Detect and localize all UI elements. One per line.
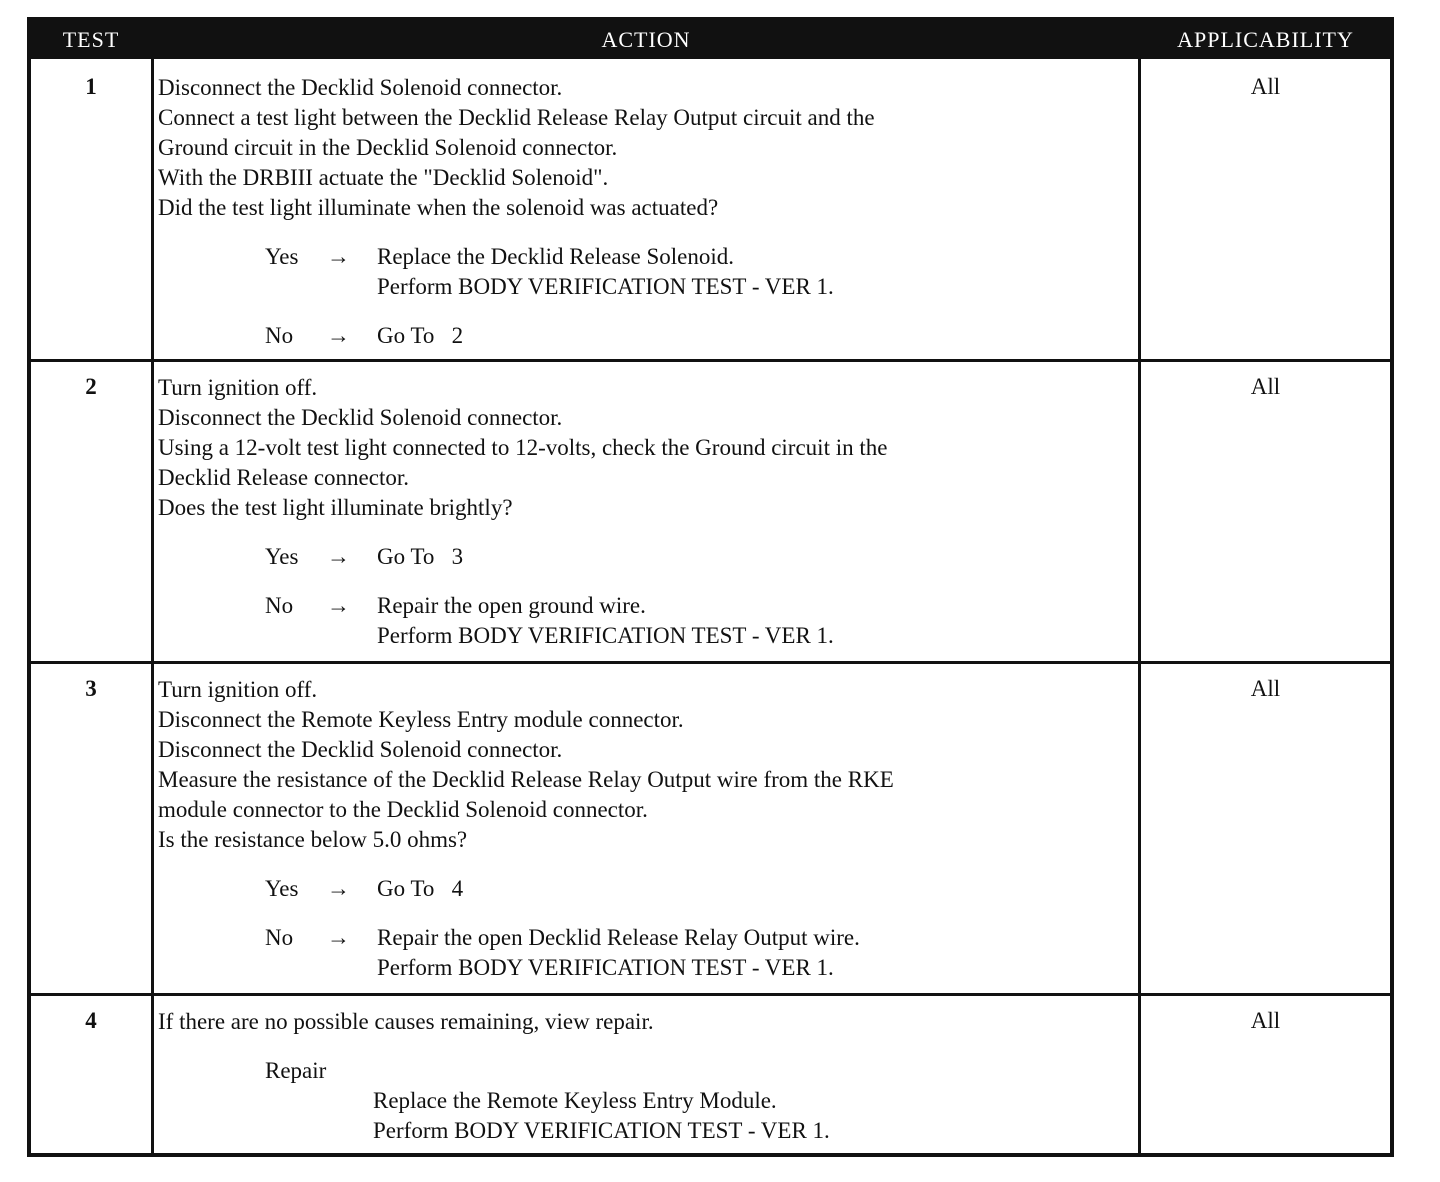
action-line: Turn ignition off. bbox=[158, 375, 318, 400]
result-line: Repair the open ground wire. bbox=[377, 593, 646, 618]
result-line: Replace the Decklid Release Solenoid. bbox=[377, 244, 735, 269]
action-line: With the DRBIII actuate the "Decklid Solenoid". bbox=[158, 165, 609, 190]
arrow-icon: → bbox=[327, 244, 350, 269]
action-line: Turn ignition off. bbox=[158, 677, 318, 702]
action-line: Disconnect the Decklid Solenoid connector. bbox=[158, 75, 563, 100]
header-action: ACTION bbox=[601, 27, 691, 52]
applicability-value: All bbox=[1250, 374, 1281, 399]
action-cell bbox=[158, 373, 1134, 651]
header-applicability: APPLICABILITY bbox=[1177, 27, 1354, 52]
action-line: Decklid Release connector. bbox=[158, 465, 409, 490]
result-line: Go To 3 bbox=[377, 544, 464, 569]
result-line: Perform BODY VERIFICATION TEST - VER 1. bbox=[377, 955, 834, 980]
action-cell bbox=[158, 1007, 1134, 1146]
result-line: Repair the open Decklid Release Relay Output wire. bbox=[377, 925, 860, 950]
action-line: Measure the resistance of the Decklid Release Relay Output wire from the RKE bbox=[158, 767, 894, 792]
table-header bbox=[31, 21, 1390, 59]
diagnostic-test-table bbox=[27, 17, 1394, 1157]
yes-result bbox=[265, 242, 1134, 302]
action-line: Connect a test light between the Decklid Release Relay Output circuit and the bbox=[158, 105, 875, 130]
no-result bbox=[265, 321, 1134, 351]
no-label: No bbox=[265, 323, 294, 348]
action-line: Using a 12-volt test light connected to 12-volts, check the Ground circuit in the bbox=[158, 435, 888, 460]
table-row bbox=[31, 362, 1390, 661]
action-line: If there are no possible causes remaining, view repair. bbox=[158, 1009, 654, 1034]
action-line: Did the test light illuminate when the solenoid was actuated? bbox=[158, 195, 719, 220]
arrow-icon: → bbox=[327, 876, 350, 901]
arrow-icon: → bbox=[327, 593, 350, 618]
header-test: TEST bbox=[62, 27, 120, 52]
result-line: Perform BODY VERIFICATION TEST - VER 1. bbox=[377, 623, 834, 648]
action-line: Ground circuit in the Decklid Solenoid connector. bbox=[158, 135, 618, 160]
repair-label: Repair bbox=[265, 1058, 327, 1083]
action-cell bbox=[158, 675, 1134, 983]
test-number: 2 bbox=[85, 374, 97, 399]
table-row bbox=[31, 62, 1390, 359]
action-line: Does the test light illuminate brightly? bbox=[158, 495, 513, 520]
applicability-value: All bbox=[1250, 1008, 1281, 1033]
no-result bbox=[265, 923, 1134, 983]
no-label: No bbox=[265, 593, 294, 618]
yes-label: Yes bbox=[265, 244, 299, 269]
repair-result bbox=[373, 1086, 1134, 1146]
action-line: Disconnect the Remote Keyless Entry module connector. bbox=[158, 707, 684, 732]
yes-result bbox=[265, 874, 1134, 904]
applicability-value: All bbox=[1250, 676, 1281, 701]
yes-label: Yes bbox=[265, 544, 299, 569]
action-line: Is the resistance below 5.0 ohms? bbox=[158, 827, 468, 852]
result-line: Perform BODY VERIFICATION TEST - VER 1. bbox=[377, 274, 834, 299]
arrow-icon: → bbox=[327, 544, 350, 569]
table-row bbox=[31, 664, 1390, 993]
result-line: Perform BODY VERIFICATION TEST - VER 1. bbox=[373, 1118, 830, 1143]
test-number: 3 bbox=[85, 676, 97, 701]
action-cell bbox=[158, 73, 1134, 351]
arrow-icon: → bbox=[327, 925, 350, 950]
no-result bbox=[265, 591, 1134, 651]
result-line: Replace the Remote Keyless Entry Module. bbox=[373, 1088, 777, 1113]
action-line: Disconnect the Decklid Solenoid connector. bbox=[158, 737, 563, 762]
test-number: 1 bbox=[85, 74, 97, 99]
applicability-value: All bbox=[1250, 74, 1281, 99]
arrow-icon: → bbox=[327, 323, 350, 348]
test-number: 4 bbox=[85, 1008, 97, 1033]
table-row bbox=[31, 996, 1390, 1153]
yes-label: Yes bbox=[265, 876, 299, 901]
yes-result bbox=[265, 542, 1134, 572]
no-label: No bbox=[265, 925, 294, 950]
result-line: Go To 2 bbox=[377, 323, 464, 348]
action-line: module connector to the Decklid Solenoid connector. bbox=[158, 797, 648, 822]
action-line: Disconnect the Decklid Solenoid connector. bbox=[158, 405, 563, 430]
result-line: Go To 4 bbox=[377, 876, 464, 901]
